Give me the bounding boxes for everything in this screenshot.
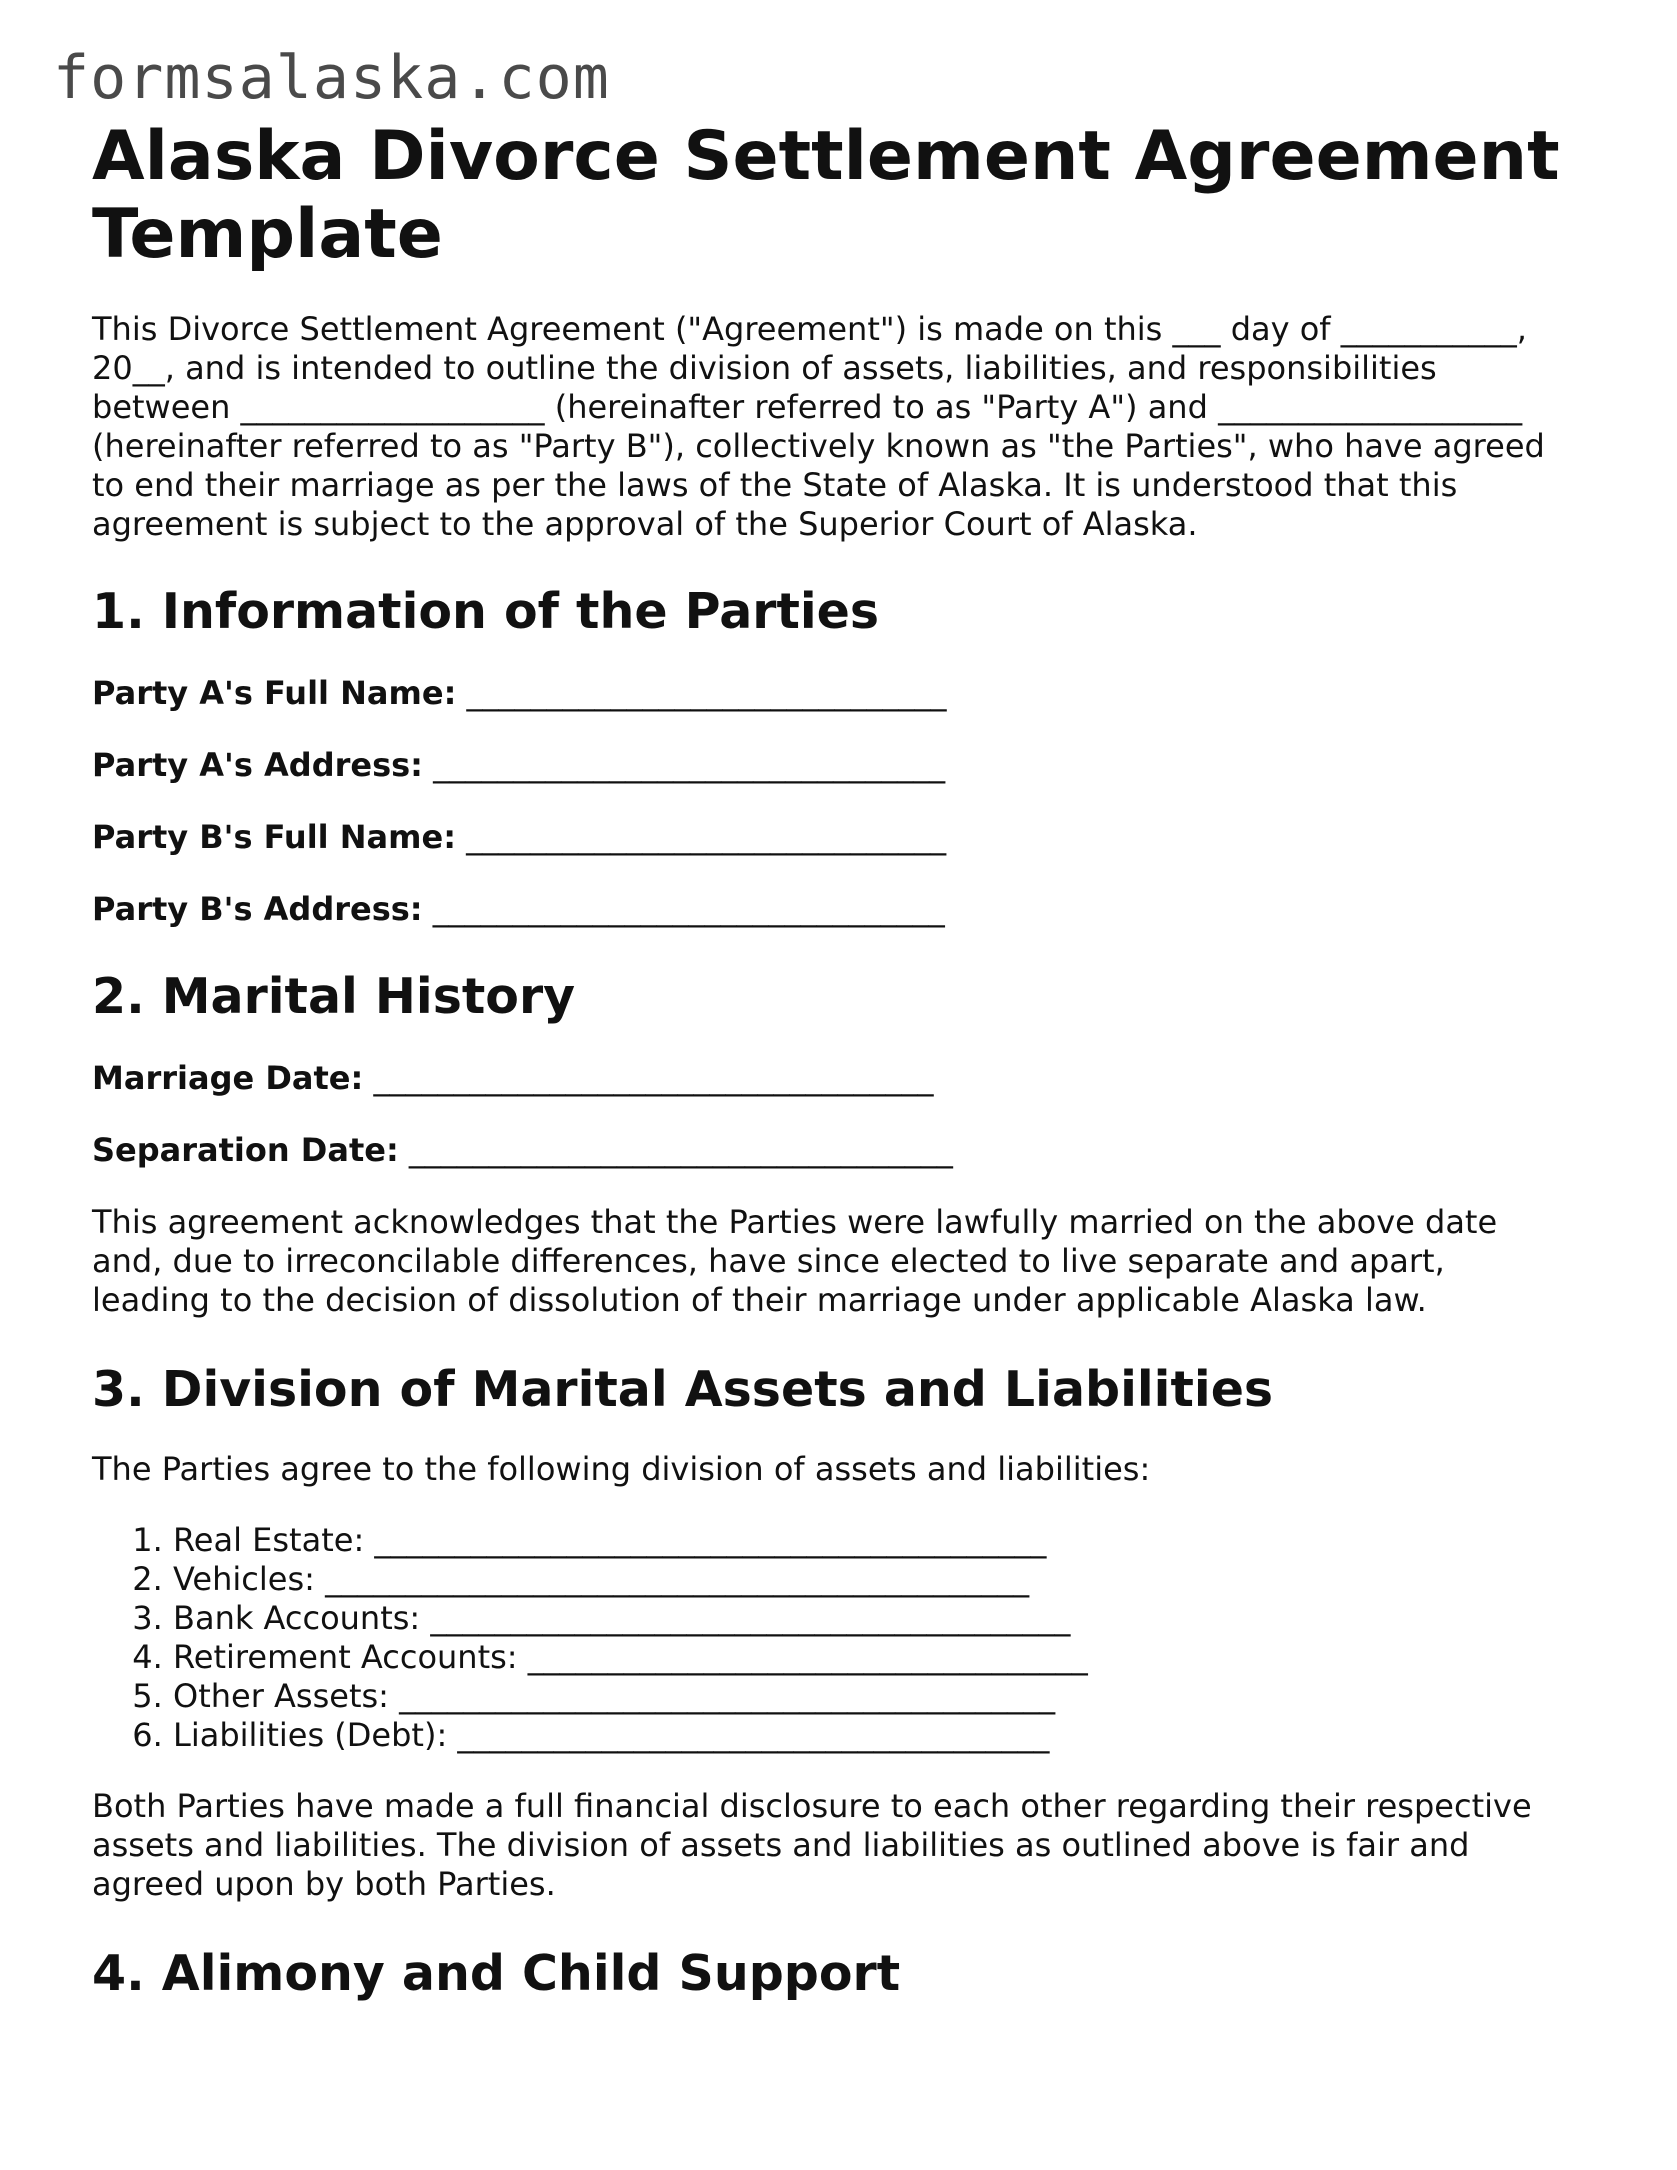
field-label: Party A's Full Name: — [92, 674, 457, 712]
field-label: Marriage Date: — [92, 1059, 364, 1097]
party-b-address-field[interactable] — [92, 890, 1592, 929]
asset-list — [92, 1521, 1592, 1755]
intro-paragraph: This Divorce Settlement Agreement ("Agreement") is made on this ___ day of ___________, 20__, and is intended to outline the division of assets, liabilities, and responsibilities between ___________________ (hereinafter referred to as "Party A") and ___________________ (hereinafter referred to as "Party B"), collectively known as "the Parties", who have agreed to end their marriage as per the laws of the State of Alaska. It is understood that this agreement is subject to the approval of the Superior Court of Alaska. — [92, 310, 1545, 543]
section-2-heading: 2. Marital History — [92, 968, 576, 1025]
section-1-heading: 1. Information of the Parties — [92, 583, 880, 640]
party-a-name-field[interactable] — [92, 674, 1592, 713]
party-b-name-field[interactable] — [92, 818, 1592, 857]
financial-disclosure-paragraph: Both Parties have made a full financial disclosure to each other regarding their respective assets and liabilities. The division of assets and liabilities as outlined above is fair and agreed upon by both Parties. — [92, 1787, 1532, 1903]
list-item[interactable]: 5. Other Assets: _________________________________________ — [173, 1677, 1592, 1716]
party-a-address-field[interactable] — [92, 746, 1592, 785]
marital-acknowledgement-paragraph: This agreement acknowledges that the Parties were lawfully married on the above date and, due to irreconcilable differences, have since elected to live separate and apart, leading to the decision of dissolution of their marriage under applicable Alaska law. — [92, 1203, 1498, 1319]
field-label: Party A's Address: — [92, 746, 423, 784]
separation-date-field[interactable] — [92, 1131, 1592, 1170]
field-label: Party B's Address: — [92, 890, 423, 928]
page-title: Alaska Divorce Settlement Agreement Template — [92, 117, 1560, 274]
list-item[interactable]: 4. Retirement Accounts: ___________________________________ — [173, 1638, 1592, 1677]
marital-history-fields — [92, 1059, 1592, 1170]
site-watermark: formsalaska.com — [53, 43, 610, 113]
blank-line[interactable]: ______________________________ — [466, 818, 947, 856]
division-intro-paragraph: The Parties agree to the following division of assets and liabilities: — [92, 1450, 1151, 1488]
section-4-heading: 4. Alimony and Child Support — [92, 1945, 901, 2002]
blank-line[interactable]: __________________________________ — [408, 1131, 953, 1169]
document-body — [92, 118, 1592, 2004]
list-item[interactable]: 3. Bank Accounts: ________________________________________ — [173, 1599, 1592, 1638]
section-3-heading: 3. Division of Marital Assets and Liabilities — [92, 1361, 1274, 1418]
blank-line[interactable]: ___________________________________ — [373, 1059, 934, 1097]
field-label: Party B's Full Name: — [92, 818, 456, 856]
marriage-date-field[interactable] — [92, 1059, 1592, 1098]
field-label: Separation Date: — [92, 1131, 399, 1169]
blank-line[interactable]: ______________________________ — [466, 674, 947, 712]
blank-line[interactable]: ________________________________ — [433, 746, 946, 784]
blank-line[interactable]: ________________________________ — [432, 890, 945, 928]
list-item[interactable]: 6. Liabilities (Debt): _____________________________________ — [173, 1716, 1592, 1755]
list-item[interactable]: 1. Real Estate: __________________________________________ — [173, 1521, 1592, 1560]
list-item[interactable]: 2. Vehicles: ____________________________________________ — [173, 1560, 1592, 1599]
party-info-fields — [92, 674, 1592, 929]
